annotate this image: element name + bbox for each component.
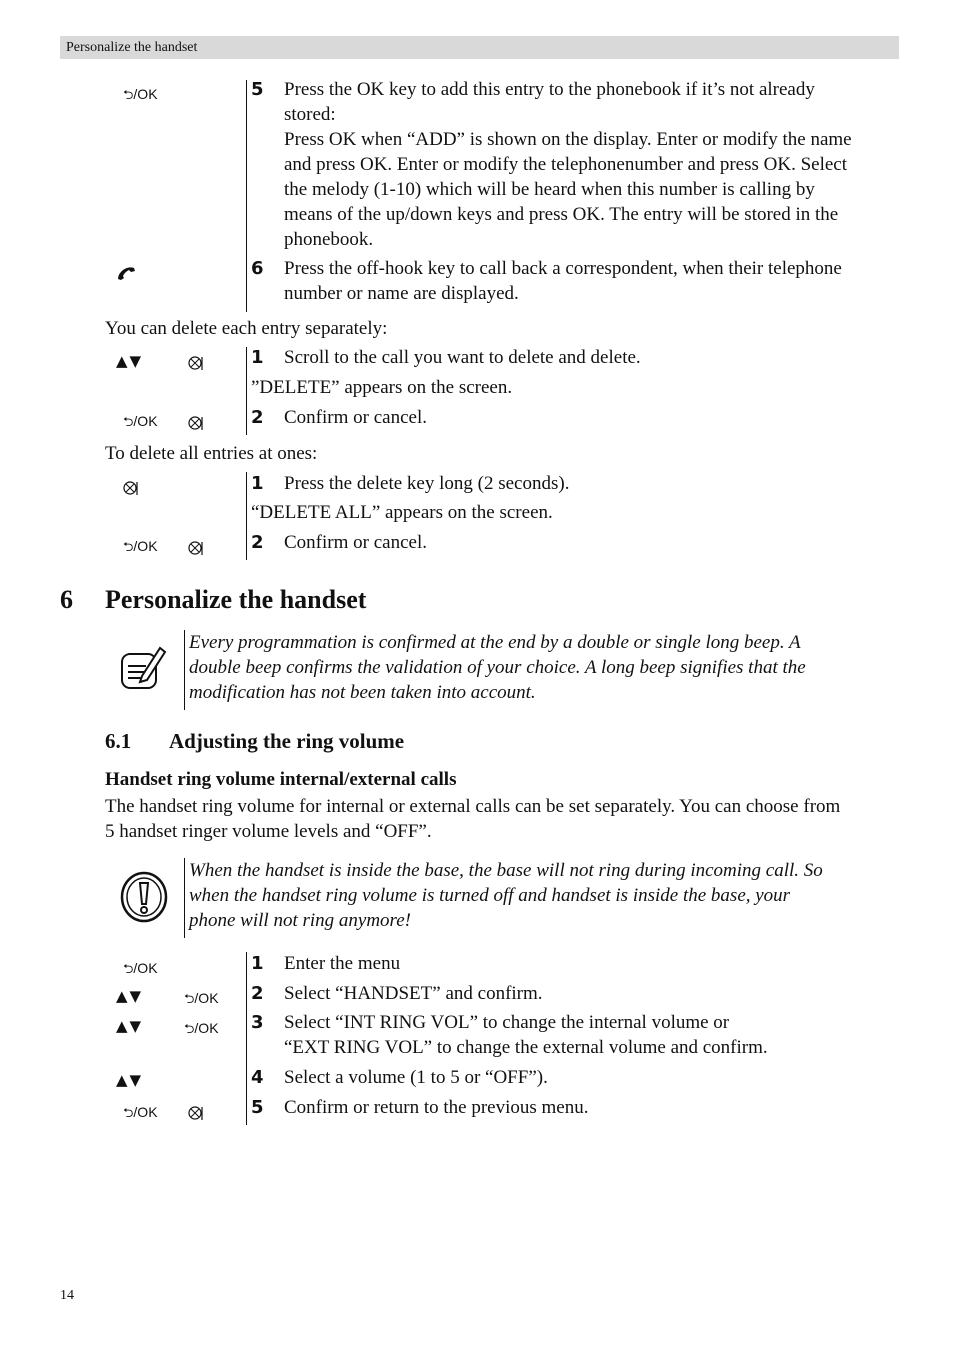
step-number: 1 [251, 347, 264, 368]
delete-key-icon [187, 1104, 205, 1122]
ok-key-icon: ⮌/OK [123, 538, 158, 554]
ok-key-icon: ⮌/OK [123, 960, 158, 976]
off-hook-key-icon [115, 262, 139, 282]
volume-step-1: Enter the menu [284, 953, 401, 974]
ok-key-icon: ⮌/OK [123, 86, 158, 102]
subsection-title: Adjusting the ring volume [169, 729, 405, 753]
delete-key-icon [122, 479, 140, 497]
volume-step-4: Select a volume (1 to 5 or “OFF”). [284, 1067, 548, 1088]
subsection-number: 6.1 [105, 729, 132, 753]
volume-step-2: Select “HANDSET” and confirm. [284, 983, 543, 1004]
running-header: Personalize the handset [60, 36, 899, 59]
delete-key-icon [187, 414, 205, 432]
step-number: 1 [251, 473, 264, 494]
note-divider [184, 630, 185, 710]
step-number: 2 [251, 532, 264, 553]
delete-all-message: “DELETE ALL” appears on the screen. [251, 502, 553, 523]
up-down-keys-icon: ▲▼ [116, 1017, 144, 1035]
delete-single-intro: You can delete each entry separately: [105, 318, 388, 339]
exclamation-icon [118, 870, 170, 924]
delete-single-message: ”DELETE” appears on the screen. [251, 377, 513, 398]
step-number: 3 [251, 1012, 264, 1033]
step-number: 2 [251, 983, 264, 1004]
step-number: 5 [251, 79, 264, 100]
delete-all-intro: To delete all entries at ones: [105, 443, 318, 464]
step-divider [246, 952, 247, 1125]
ok-key-icon: ⮌/OK [184, 1020, 219, 1036]
note-base-ring-warning: When the handset is inside the base, the base will not ring during incoming call. So when the handset ring volume is turned off and handset is inside the base, your phone will not ring anymore! [189, 860, 823, 931]
subheading: Handset ring volume internal/external calls [105, 769, 457, 790]
ok-key-icon: ⮌/OK [184, 990, 219, 1006]
step-number: 6 [251, 258, 264, 279]
note-confirmation-beep: Every programmation is confirmed at the end by a double or single long beep. A double beep confirms the validation of your choice. A long beep signifies that the modification has not been taken into account. [189, 632, 806, 703]
note-divider [184, 858, 185, 938]
up-down-keys-icon: ▲▼ [116, 987, 144, 1005]
delete-key-icon [187, 354, 205, 372]
volume-step-3: Select “INT RING VOL” to change the internal volume or “EXT RING VOL” to change the external volume and confirm. [284, 1012, 768, 1058]
up-down-keys-icon: ▲▼ [116, 1071, 144, 1089]
delete-all-step-2: Confirm or cancel. [284, 532, 427, 553]
ok-key-icon: ⮌/OK [123, 1104, 158, 1120]
step-number: 1 [251, 953, 264, 974]
step-number: 2 [251, 407, 264, 428]
step-number: 5 [251, 1097, 264, 1118]
body-paragraph: The handset ring volume for internal or external calls can be set separately. You can choose from 5 handset ringer volume levels and “OFF”. [105, 796, 841, 842]
section-heading [60, 585, 366, 615]
delete-single-step-2: Confirm or cancel. [284, 407, 427, 428]
step-6-text: Press the off-hook key to call back a correspondent, when their telephone number or name are displayed. [284, 258, 842, 304]
section-number: 6 [60, 585, 73, 614]
page-number: 14 [60, 1288, 74, 1303]
pencil-note-icon [118, 642, 168, 692]
up-down-keys-icon: ▲▼ [116, 352, 144, 370]
step-number: 4 [251, 1067, 264, 1088]
step-divider [246, 472, 247, 560]
volume-step-5: Confirm or return to the previous menu. [284, 1097, 589, 1118]
ok-key-icon: ⮌/OK [123, 413, 158, 429]
step-5-text: Press the OK key to add this entry to the phonebook if it’s not already stored: Press OK when “ADD” is shown on the display. Enter or modify the name and press OK. Enter or modify the telephonenumber and press OK. Select the melody (1-10) which will be heard when this number is calling by means of the up/down keys and press OK. The entry will be stored in the phonebook. [284, 79, 852, 250]
delete-single-step-1: Scroll to the call you want to delete and delete. [284, 347, 641, 368]
delete-key-icon [187, 539, 205, 557]
step-divider [246, 347, 247, 435]
subsection-heading [105, 729, 404, 754]
delete-all-step-1: Press the delete key long (2 seconds). [284, 473, 570, 494]
section-title: Personalize the handset [105, 585, 367, 614]
step-divider [246, 80, 247, 312]
